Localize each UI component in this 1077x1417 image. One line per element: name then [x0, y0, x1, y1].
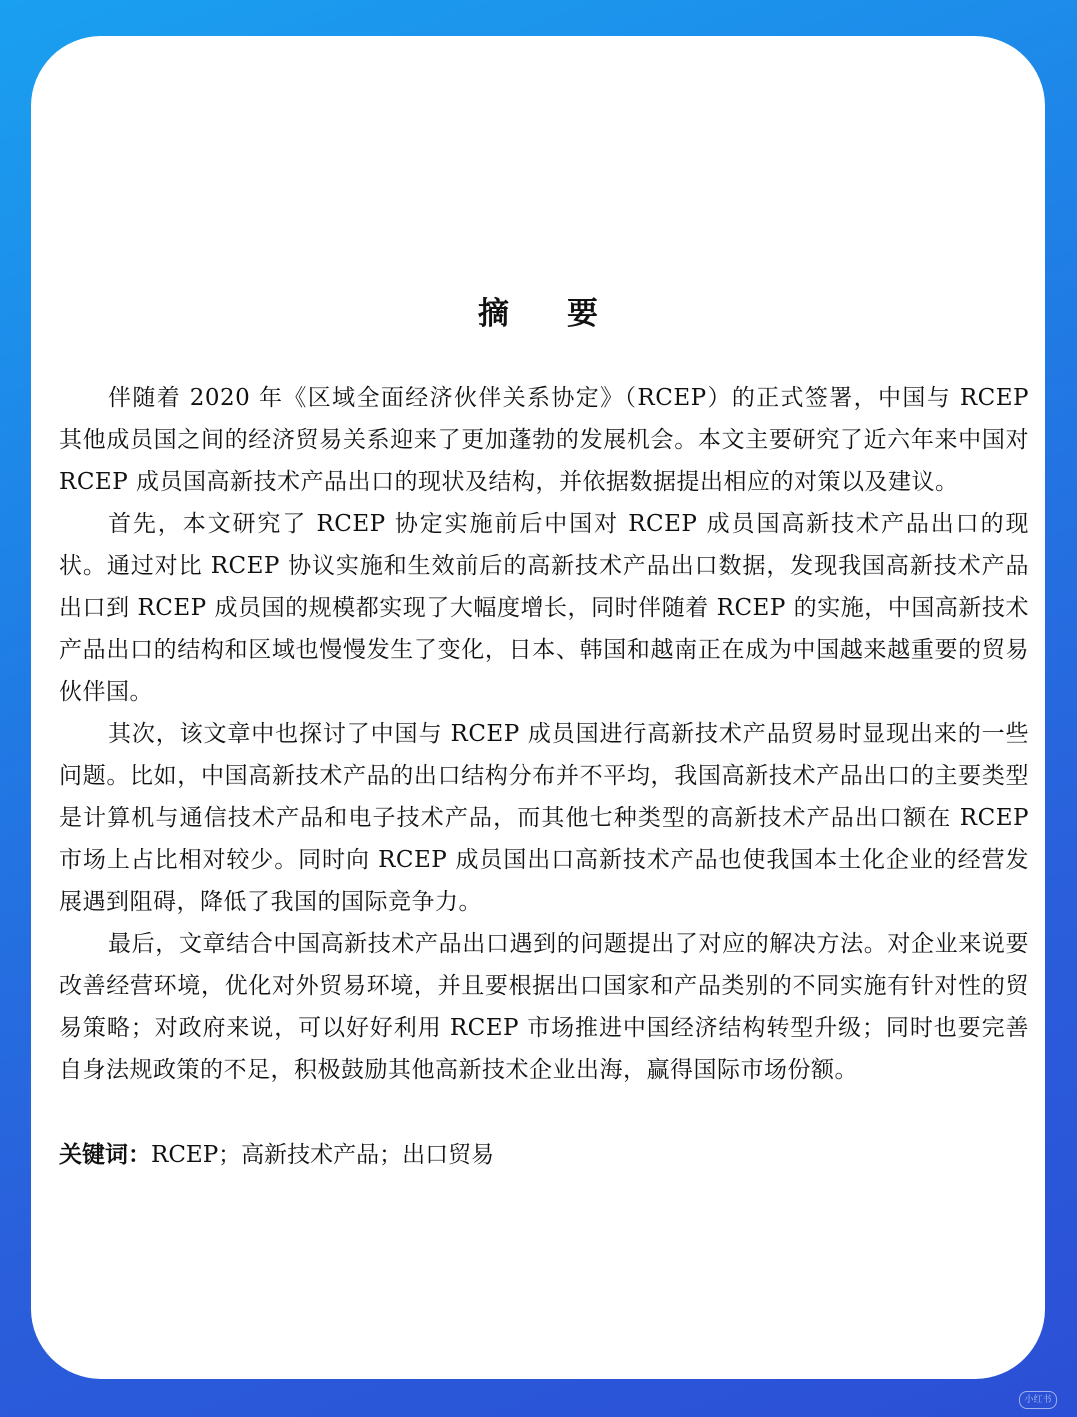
document-card [31, 36, 1045, 1379]
keywords-line [59, 1134, 494, 1176]
watermark-logo: 小红书 [1019, 1391, 1057, 1409]
abstract-title: 摘要 [478, 296, 656, 332]
abstract-paragraph-4: 最后，文章结合中国高新技术产品出口遇到的问题提出了对应的解决方法。对企业来说要改善经营环境，优化对外贸易环境，并且要根据出口国家和产品类别的不同实施有针对性的贸易策略；对政府来说，可以好好利用 RCEP 市场推进中国经济结构转型升级；同时也要完善自身法规政策的不足，积极鼓励其他高新技术企业出海，赢得国际市场份额。 [59, 931, 1029, 1083]
abstract-body [59, 377, 1029, 1091]
keywords-label: 关键词： [59, 1142, 151, 1168]
abstract-paragraph-1: 伴随着 2020 年《区域全面经济伙伴关系协定》（RCEP）的正式签署，中国与 RCEP 其他成员国之间的经济贸易关系迎来了更加蓬勃的发展机会。本文主要研究了近六年来中国对 RCEP 成员国高新技术产品出口的现状及结构，并依据数据提出相应的对策以及建议。 [59, 385, 1029, 495]
keywords-text: RCEP；高新技术产品；出口贸易 [151, 1142, 495, 1168]
abstract-paragraph-3: 其次，该文章中也探讨了中国与 RCEP 成员国进行高新技术产品贸易时显现出来的一些问题。比如，中国高新技术产品的出口结构分布并不平均，我国高新技术产品出口的主要类型是计算机与通信技术产品和电子技术产品，而其他七种类型的高新技术产品出口额在 RCEP 市场上占比相对较少。同时向 RCEP 成员国出口高新技术产品也使我国本土化企业的经营发展遇到阻碍，降低了我国的国际竞争力。 [59, 721, 1029, 915]
abstract-paragraph-2: 首先，本文研究了 RCEP 协定实施前后中国对 RCEP 成员国高新技术产品出口的现状。通过对比 RCEP 协议实施和生效前后的高新技术产品出口数据，发现我国高新技术产品出口到 RCEP 成员国的规模都实现了大幅度增长，同时伴随着 RCEP 的实施，中国高新技术产品出口的结构和区域也慢慢发生了变化，日本、韩国和越南正在成为中国越来越重要的贸易伙伴国。 [59, 511, 1029, 705]
